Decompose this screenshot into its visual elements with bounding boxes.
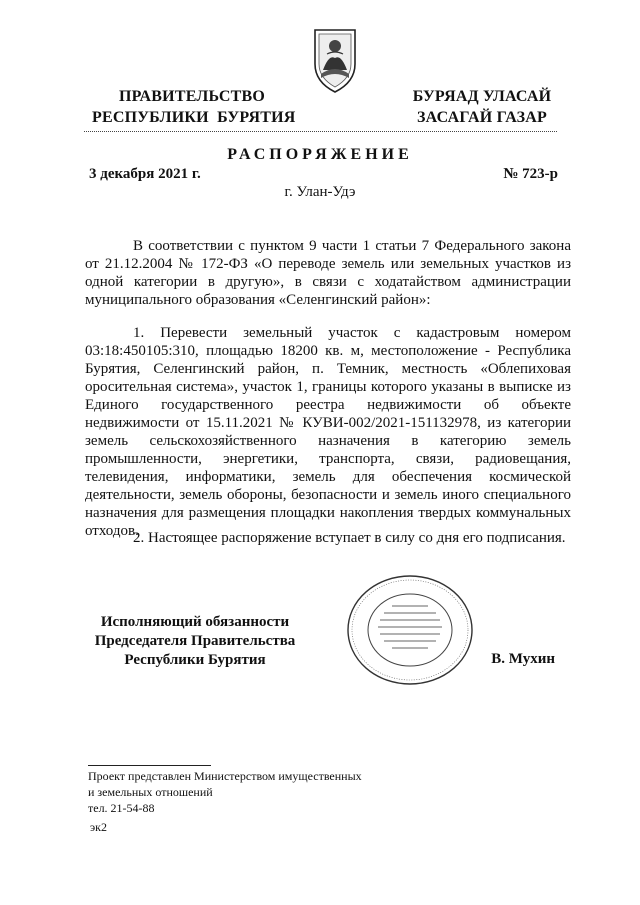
header-left-line2: РЕСПУБЛИКИ БУРЯТИЯ bbox=[92, 109, 296, 126]
header-left-line1: ПРАВИТЕЛЬСТВО bbox=[118, 88, 266, 105]
header-right-line2: ЗАСАГАЙ ГАЗАР bbox=[417, 109, 547, 126]
header-divider bbox=[84, 131, 557, 132]
paragraph-item-2: 2. Настоящее распоряжение вступает в силу со дня его подписания. bbox=[133, 530, 566, 546]
document-code: эк2 bbox=[90, 820, 107, 834]
paragraph-preamble: В соответствии с пунктом 9 части 1 статьи 7 Федерального закона от 21.12.2004 № 172-ФЗ «О переводе земель или земельных участков из одной категории в другую», в связи с ходатайством администрации муниципального образования «Селенгинский район»: bbox=[85, 238, 571, 308]
signatory-title-line3: Республики Бурятия bbox=[124, 652, 266, 668]
signatory-title bbox=[80, 613, 310, 670]
signatory-title-line1: Исполняющий обязанности bbox=[100, 614, 290, 630]
footer-divider bbox=[88, 765, 211, 766]
header-right-line1: БУРЯАД УЛАСАЙ bbox=[412, 88, 552, 105]
signatory-title-line2: Председателя Правительства bbox=[94, 633, 296, 649]
government-name-buryat bbox=[404, 86, 560, 128]
footer-line1: Проект представлен Министерством имущественных bbox=[88, 769, 362, 783]
document-city: г. Улан-Удэ bbox=[284, 184, 356, 200]
footer-note bbox=[88, 768, 362, 816]
official-stamp-icon bbox=[346, 574, 474, 686]
government-name-russian bbox=[92, 86, 296, 128]
footer-line3: тел. 21-54-88 bbox=[88, 801, 155, 815]
document-title: РАСПОРЯЖЕНИЕ bbox=[227, 146, 413, 163]
paragraph-item-1: 1. Перевести земельный участок с кадастровым номером 03:18:450105:310, площадью 18200 кв. м, местоположение - Республика Бурятия, Селенгинский район, п. Темник, местность «Облепиховая оросительная система», участок 1, границы которого указаны в выписке из Единого государственного реестра недвижимости об объекте недвижимости от 15.11.2021 № КУВИ-002/2021-151132978, из категории земель сельскохозяйственного назначения в категорию земель промышленности, энергетики, транспорта, связи, радиовещания, телевидения, информатики, земель для обеспечения космической деятельности, земель обороны, безопасности и земель иного специального назначения для размещения площадки накопления твердых коммунальных отходов. bbox=[85, 325, 571, 539]
document-number: № 723-р bbox=[503, 166, 558, 182]
coat-of-arms-icon bbox=[309, 24, 361, 96]
document-date: 3 декабря 2021 г. bbox=[89, 166, 201, 182]
footer-line2: и земельных отношений bbox=[88, 785, 213, 799]
signatory-name: В. Мухин bbox=[491, 651, 555, 667]
